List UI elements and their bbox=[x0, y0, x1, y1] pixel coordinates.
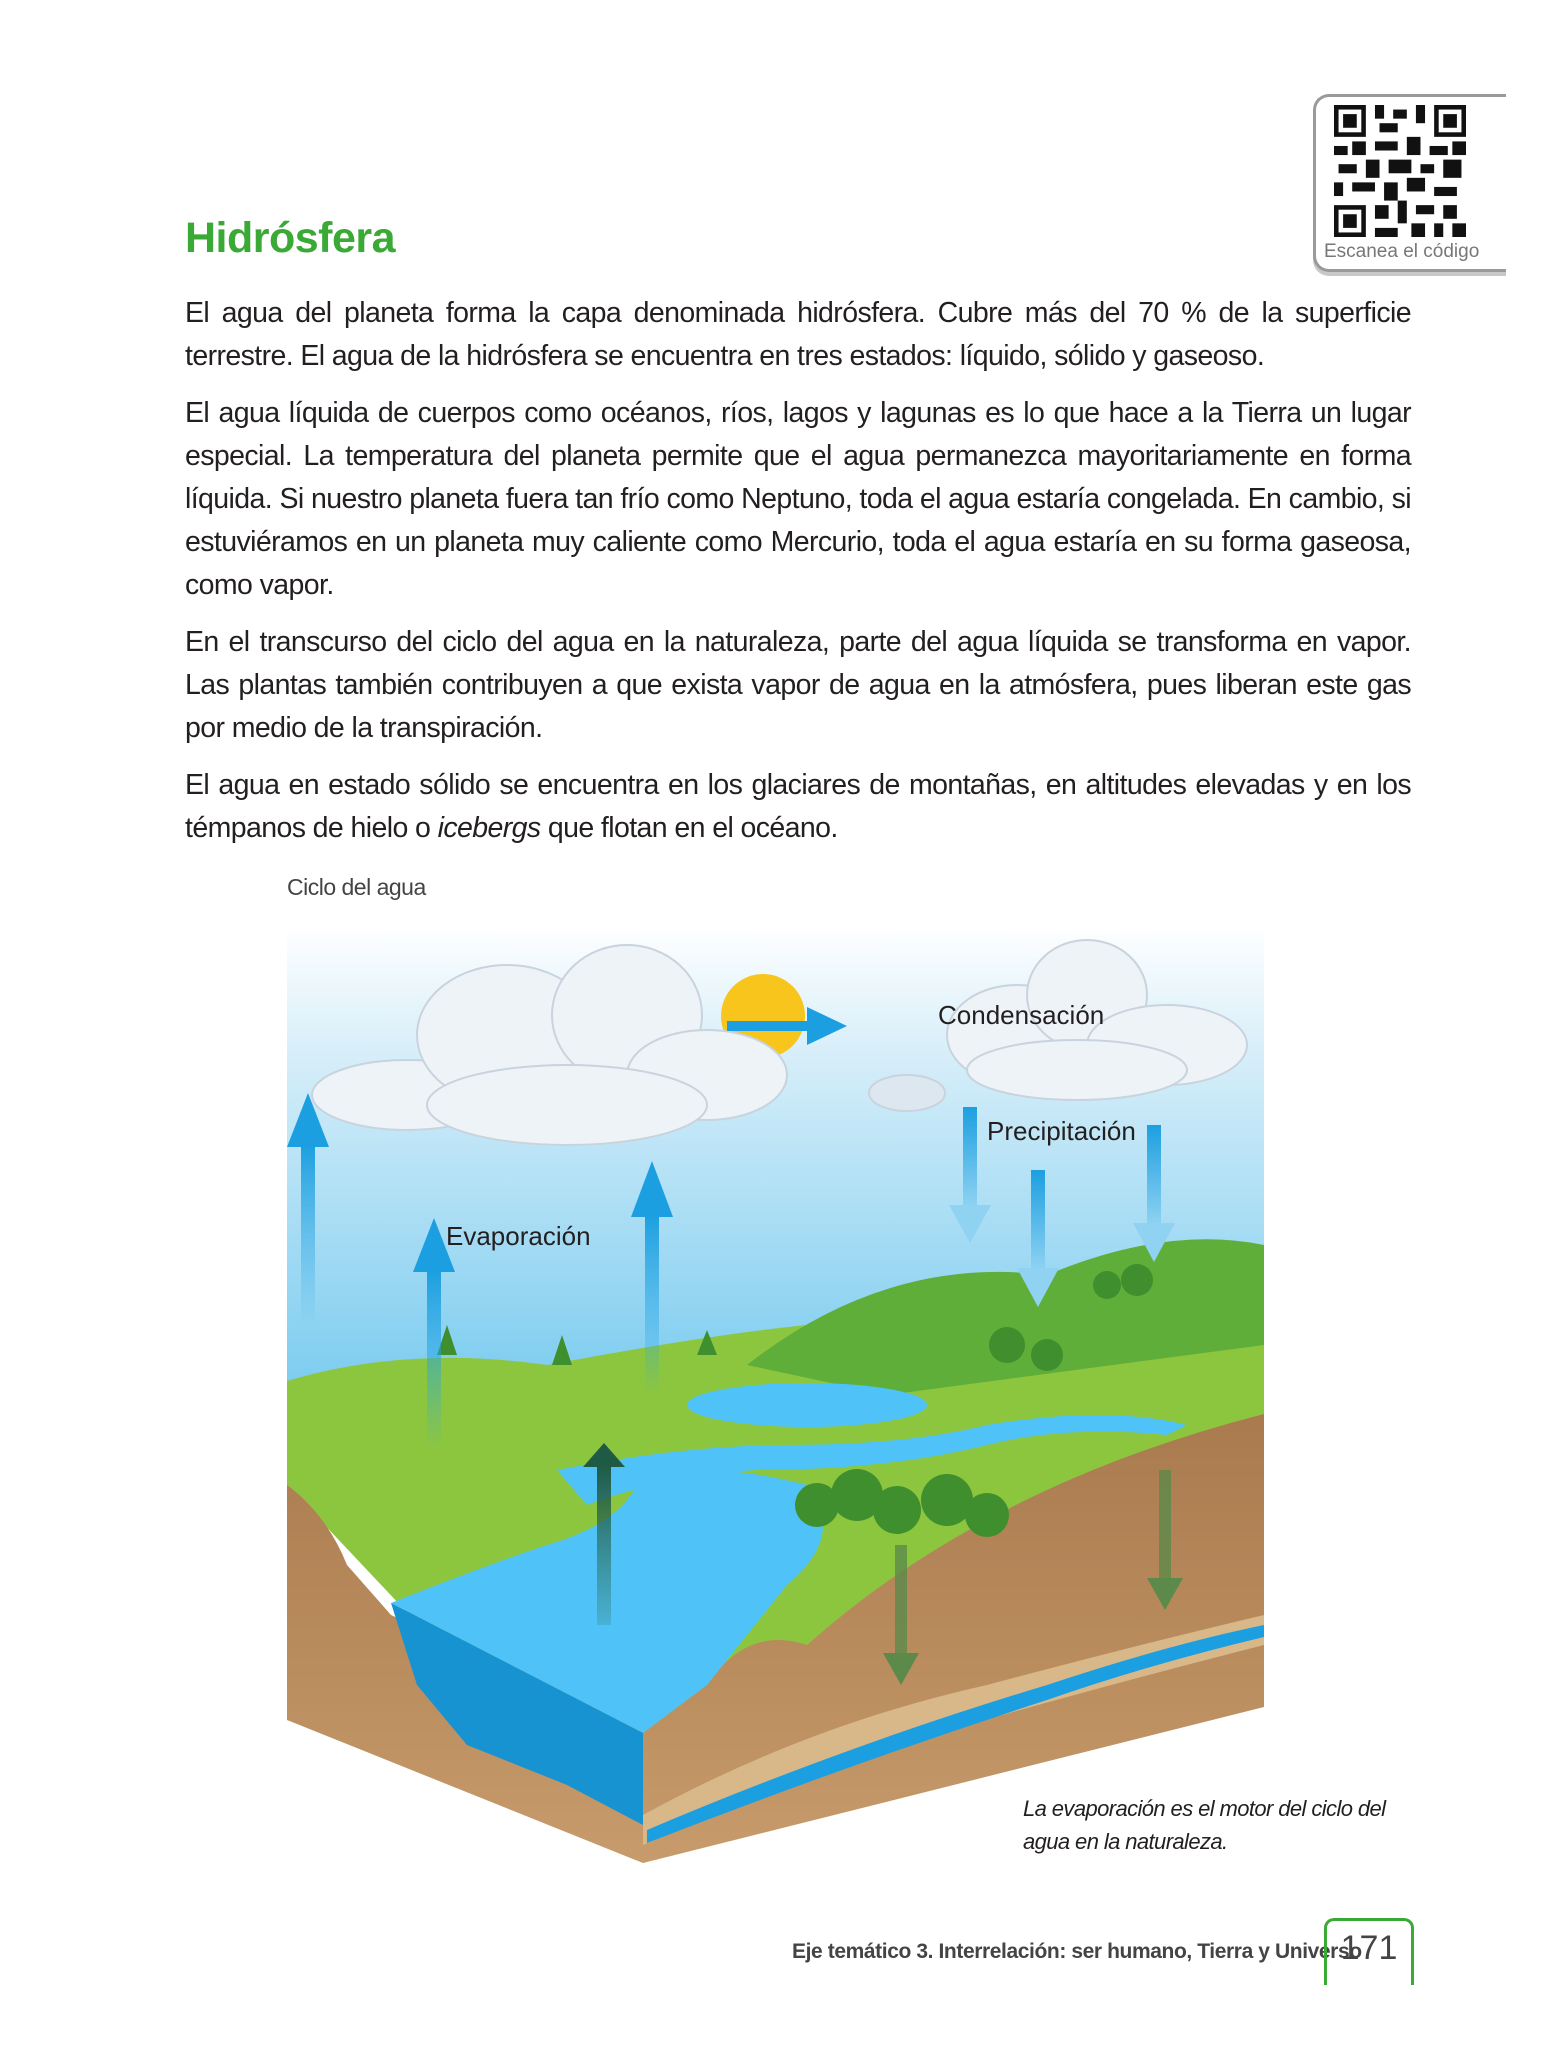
page-number: 171 bbox=[1340, 1929, 1398, 1967]
label-condensation: Condensación bbox=[938, 1000, 1105, 1030]
cloud-small bbox=[869, 1075, 945, 1111]
label-precipitation: Precipitación bbox=[987, 1116, 1136, 1146]
page-number-box bbox=[1324, 1918, 1414, 1985]
italic-term: icebergs bbox=[437, 812, 541, 844]
upper-lake bbox=[687, 1383, 927, 1427]
paragraph: El agua del planeta forma la capa denominada hidrósfera. Cubre más del 70 % de la superficie terrestre. El agua de la hidrósfera se encuentra en tres estados: líquido, sólido y gaseoso. bbox=[185, 297, 1411, 372]
water-cycle-illustration bbox=[287, 925, 1264, 1865]
qr-code-box bbox=[1313, 94, 1506, 272]
paragraph: El agua líquida de cuerpos como océanos, ríos, lagos y lagunas es lo que hace a la Tierra un lugar especial. La temperatura del planeta permite que el agua permanezca mayoritariamente en forma líquida. Si nuestro planeta fuera tan frío como Neptuno, toda el agua estaría congelada. En cambio, si estuviéramos en un planeta muy caliente como Mercurio, toda el agua estaría en su forma gaseosa, como vapor. bbox=[185, 397, 1411, 601]
paragraph: En el transcurso del ciclo del agua en la naturaleza, parte del agua líquida se transforma en vapor. Las plantas también contribuyen a que exista vapor de agua en la atmósfera, pues liberan este gas por medio de la transpiración. bbox=[185, 626, 1411, 744]
qr-scan-label: Escanea el código bbox=[1324, 241, 1480, 262]
qr-code-icon bbox=[1330, 105, 1470, 237]
figure-title: Ciclo del agua bbox=[287, 874, 426, 900]
paragraph bbox=[185, 764, 1411, 850]
footer-axis-title: Eje temático 3. Interrelación: ser humano, Tierra y Universo bbox=[792, 1940, 1362, 1963]
section-title: Hidrósfera bbox=[185, 214, 396, 262]
label-evaporation: Evaporación bbox=[446, 1221, 591, 1251]
text: El agua en estado sólido se encuentra en los glaciares de montañas, en altitudes elevadas y en los témpanos de hielo o bbox=[185, 769, 1411, 844]
text: que flotan en el océano. bbox=[540, 812, 838, 844]
figure-caption: La evaporación es el motor del ciclo del agua en la naturaleza. bbox=[1023, 1796, 1386, 1854]
body-text bbox=[185, 292, 1411, 864]
